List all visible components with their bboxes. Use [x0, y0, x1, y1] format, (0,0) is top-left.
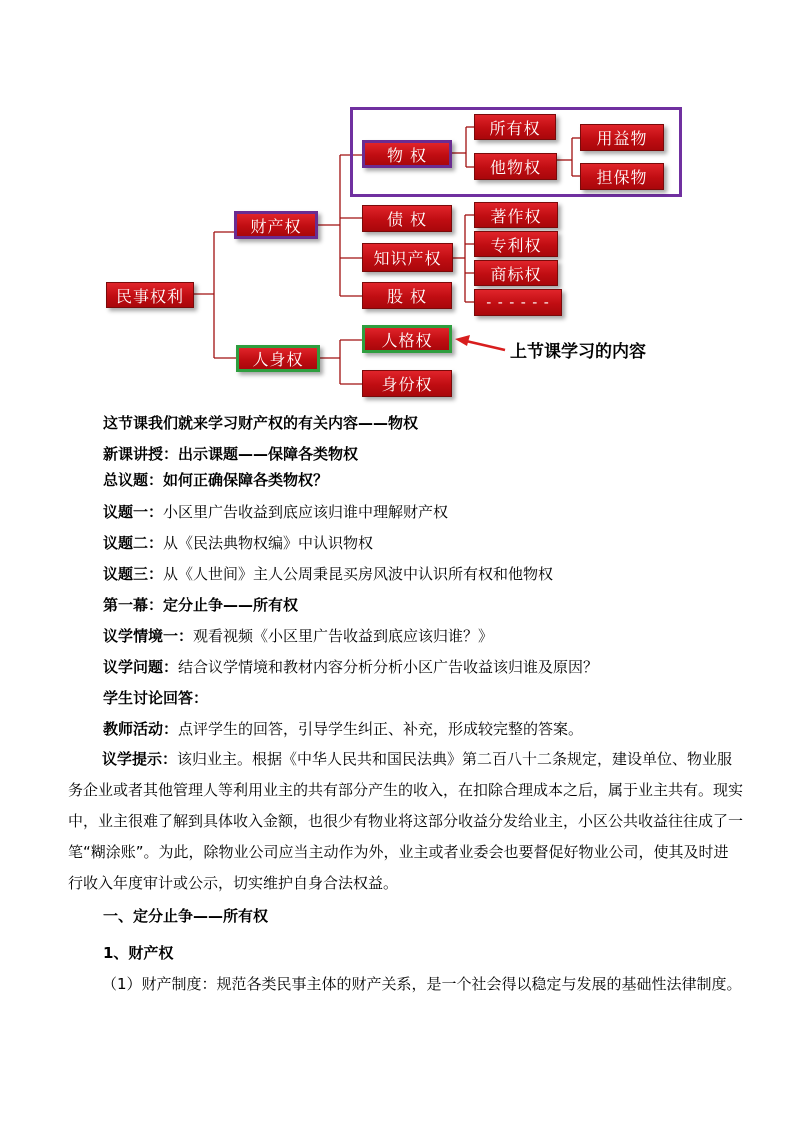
teacher-text: 点评学生的回答，引导学生纠正、补充，形成较完整的答案。	[178, 720, 584, 738]
new-lesson-label: 新课讲授：	[103, 445, 179, 463]
new-lesson-line	[103, 444, 358, 464]
main-topic-text: 如何正确保障各类物权？	[163, 471, 329, 489]
question-line	[103, 657, 598, 677]
hint-text: 该归业主。根据《中华人民共和国民法典》第二百八十二条规定，建设单位、物业服务企业或者其他管理人等利用业主的共有部分产生的收入，在扣除合理成本之后，属于业主共有。现实中，业主很难了解到具体收入金额，也很少有物业将这部分收益分发给业主，小区公共收益往往成了一笔“糊涂账”。为此，除物业公司应当主动作为外，业主或者业委会也要督促好物业公司，使其及时进行收入年度审计或公示，切实维护自身合法权益。	[68, 750, 744, 892]
node-personal-right: 人身权	[236, 345, 320, 372]
node-property-right: 财产权	[234, 211, 318, 239]
node-security: 担保物	[580, 163, 664, 190]
topic2-text: 从《民法典物权编》中认识物权	[163, 534, 374, 552]
node-more: - - - - - -	[474, 289, 562, 316]
teacher-label: 教师活动：	[103, 720, 179, 738]
subsection1-heading: 1、财产权	[103, 944, 174, 962]
node-ownership: 所有权	[474, 114, 556, 140]
hint-paragraph	[68, 744, 743, 899]
node-debt-right: 债 权	[362, 205, 452, 232]
new-lesson-text: 出示课题——保障各类物权	[178, 445, 359, 463]
node-patent: 专利权	[474, 231, 558, 257]
main-topic-line	[103, 470, 328, 490]
node-civil-rights: 民事权利	[106, 282, 194, 308]
situation-line	[103, 626, 493, 646]
arrow-icon	[455, 335, 505, 350]
item1-paragraph: （1）财产制度：规范各类民事主体的财产关系，是一个社会得以稳定与发展的基础性法律制度。	[102, 975, 742, 993]
topic2-line	[103, 533, 373, 553]
node-copyright: 著作权	[474, 202, 558, 228]
question-label: 议学问题：	[103, 658, 179, 676]
situation-text: 观看视频《小区里广告收益到底应该归谁？》	[193, 627, 494, 645]
situation-label: 议学情境一：	[103, 627, 194, 645]
topic3-label: 议题三：	[103, 565, 164, 583]
topic3-text: 从《人世间》主人公周秉昆买房风波中认识所有权和他物权	[163, 565, 554, 583]
rights-tree-diagram	[0, 0, 794, 405]
section1-heading: 一、定分止争——所有权	[103, 907, 269, 925]
node-usufruct: 用益物	[580, 124, 664, 151]
node-other-real-right: 他物权	[474, 153, 557, 180]
intro-line: 这节课我们就来学习财产权的有关内容——物权	[103, 414, 419, 432]
hint-label: 议学提示：	[102, 750, 178, 768]
topic1-label: 议题一：	[103, 503, 164, 521]
question-text: 结合议学情境和教材内容分析分析小区广告收益该归谁及原因？	[178, 658, 599, 676]
node-ip-right: 知识产权	[362, 243, 453, 272]
previous-lesson-note: 上节课学习的内容	[510, 342, 646, 362]
node-equity-right: 股 权	[362, 282, 452, 309]
node-identity-right: 身份权	[362, 370, 452, 397]
topic2-label: 议题二：	[103, 534, 164, 552]
node-trademark: 商标权	[474, 260, 558, 286]
node-real-right: 物 权	[362, 140, 452, 168]
main-topic-label: 总议题：	[103, 471, 164, 489]
act1-line: 第一幕：定分止争——所有权	[103, 596, 299, 614]
topic1-line	[103, 502, 448, 522]
topic3-line	[103, 564, 553, 584]
topic1-text: 小区里广告收益到底应该归谁中理解财产权	[163, 503, 449, 521]
teacher-line	[103, 719, 583, 739]
discussion-line: 学生讨论回答：	[103, 689, 209, 707]
node-personality-right: 人格权	[362, 325, 452, 353]
